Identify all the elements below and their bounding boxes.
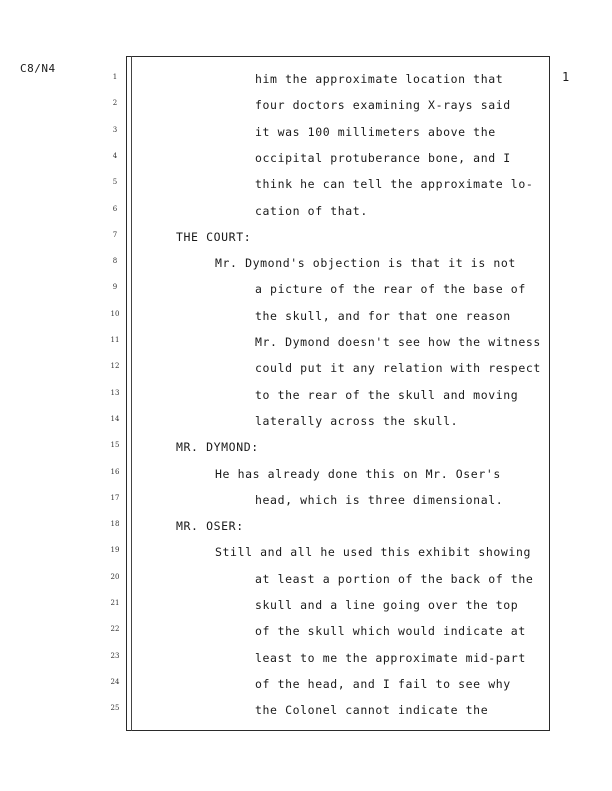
line-number: 3 bbox=[112, 125, 118, 134]
line-number: 7 bbox=[112, 230, 118, 239]
line-number: 8 bbox=[112, 257, 118, 266]
header-code: C8/N4 bbox=[20, 62, 56, 75]
transcript-line: him the approximate location that bbox=[255, 72, 504, 86]
transcript-line: of the skull which would indicate at bbox=[255, 624, 526, 639]
line-number: 14 bbox=[110, 414, 120, 423]
line-number: 17 bbox=[110, 493, 120, 502]
transcript-line: think he can tell the approximate lo- bbox=[255, 177, 534, 192]
line-number: 4 bbox=[112, 151, 118, 160]
line-number: 25 bbox=[110, 704, 120, 713]
line-number: 9 bbox=[112, 283, 118, 292]
transcript-line: at least a portion of the back of the bbox=[255, 571, 534, 586]
page-number: 1 bbox=[562, 70, 570, 84]
line-number: 20 bbox=[110, 572, 120, 581]
transcript-line: to the rear of the skull and moving bbox=[255, 387, 519, 402]
transcript-line: head, which is three dimensional. bbox=[255, 492, 504, 507]
transcript-line: least to me the approximate mid-part bbox=[255, 650, 526, 665]
line-number: 18 bbox=[110, 520, 120, 529]
line-number: 11 bbox=[110, 336, 120, 344]
line-number: 2 bbox=[112, 99, 118, 108]
line-number: 19 bbox=[110, 546, 120, 555]
transcript-line: Mr. Dymond's objection is that it is not bbox=[215, 256, 516, 271]
transcript-line: four doctors examining X-rays said bbox=[255, 98, 511, 113]
line-number: 1 bbox=[112, 73, 118, 81]
line-number: 16 bbox=[110, 467, 120, 476]
transcript-line: the skull, and for that one reason bbox=[255, 308, 511, 323]
transcript-line: He has already done this on Mr. Oser's bbox=[215, 466, 501, 481]
transcript-line: skull and a line going over the top bbox=[255, 598, 519, 612]
line-number: 12 bbox=[110, 362, 120, 371]
line-number: 15 bbox=[110, 441, 120, 450]
line-number: 13 bbox=[110, 388, 120, 397]
transcript-line: THE COURT: bbox=[176, 229, 252, 244]
line-number: 6 bbox=[112, 204, 118, 213]
transcript-line: MR. OSER: bbox=[176, 519, 244, 534]
scan-noise bbox=[15, 771, 595, 779]
line-number: 24 bbox=[110, 677, 120, 686]
transcript-line: occipital protuberance bone, and I bbox=[255, 150, 511, 165]
transcript-line: Mr. Dymond doesn't see how the witness bbox=[255, 335, 541, 349]
transcript-line: a picture of the rear of the base of bbox=[255, 282, 526, 297]
transcript-line: MR. DYMOND: bbox=[176, 440, 259, 455]
transcript-line: Still and all he used this exhibit showing bbox=[215, 545, 531, 560]
line-number: 22 bbox=[110, 625, 120, 634]
transcript-line: the Colonel cannot indicate the bbox=[255, 703, 489, 718]
transcript-line: it was 100 millimeters above the bbox=[255, 124, 496, 139]
margin-rule bbox=[131, 56, 132, 731]
line-number: 23 bbox=[110, 651, 120, 660]
transcript-line: laterally across the skull. bbox=[255, 413, 459, 428]
line-number: 5 bbox=[112, 178, 118, 187]
transcript-line: could put it any relation with respect bbox=[255, 361, 541, 376]
transcript-line: cation of that. bbox=[255, 203, 368, 218]
line-number: 10 bbox=[110, 309, 120, 318]
line-number: 21 bbox=[110, 599, 120, 607]
transcript-line: of the head, and I fail to see why bbox=[255, 676, 511, 691]
